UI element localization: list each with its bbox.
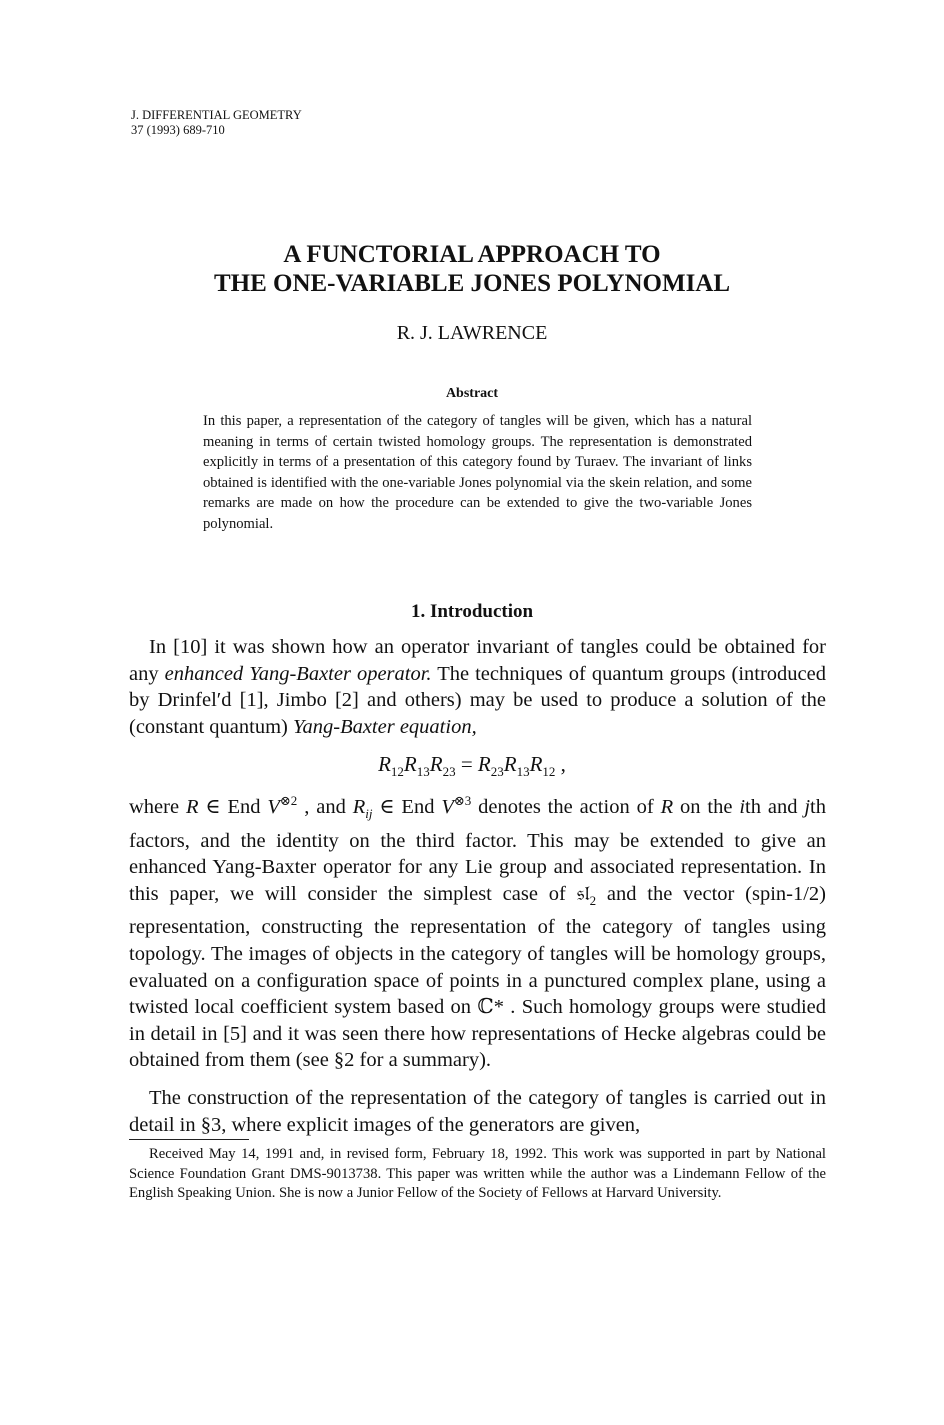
journal-volume: 37 (1993) 689-710 (131, 123, 225, 137)
intro-paragraph-3: The construction of the representation of the category of tangles is carried out in detail in §3, where explicit images of the generators are given, (129, 1087, 826, 1136)
complex-star-symbol: ℂ* (477, 996, 504, 1019)
author: R. J. LAWRENCE (396, 322, 548, 344)
p1-emph-equation: Yang-Baxter equation, (292, 715, 477, 738)
yang-baxter-equation: $R_{12}R_{13}R_{23} = R_{23}R_{13}R_{12}$ , (378, 752, 566, 780)
p1-emph-operator: enhanced Yang-Baxter operator. (164, 662, 432, 685)
intro-paragraph-2: where R ∈ End $V^{\otimes 2}$ , and $R_{ij}$ ∈ End $V^{\otimes 3}$ denotes the action of R on the ith and jth factors, and the identity on the third factor. This may be extended to give an enhanced Yang-Baxter operator for any Lie group and associated representation. In this paper, we will consider the simplest case of 𝔰𝔩$_2$ and the vector (spin-1/2) representation, constructing the representation of the category of tangles using topology. The images of objects in the category of tangles will be homology groups, evaluated on a configuration space of points in a punctured complex plane, using a twisted local coefficient system based on ℂ* . Such homology groups were studied in detail in [5] and it was seen there how representations of Hecke algebras could be obtained from them (see §2 for a summary). (129, 793, 826, 1072)
section-heading: 1. Introduction (410, 601, 534, 622)
title-line-1: A FUNCTORIAL APPROACH TO (283, 241, 661, 268)
sl-symbol: 𝔰𝔩 (576, 882, 590, 905)
abstract-body: In this paper, a representation of the category of tangles will be given, which has a natural meaning in terms of certain twisted homology groups. The representation is demonstrated explicitly in terms of a presentation of this category found by Turaev. The invariant of links obtained is identified with the one-variable Jones polynomial via the skein relation, and some remarks are made on how the procedure can be extended to give the two-variable Jones polynomial. (203, 413, 752, 532)
journal-header (131, 108, 302, 138)
abstract-heading: Abstract (445, 386, 499, 401)
p1-text-c: The techniques of quantum groups (introduced by Drinfel′d [1], Jimbo [2] and others) may be used to produce a solution of the (constant quantum) (129, 662, 826, 738)
title-line-2: THE ONE-VARIABLE JONES POLYNOMIAL (213, 270, 731, 297)
paper-title (0, 240, 944, 298)
p1-text-a: In [10] it was shown how an operator invariant of tangles could be obtained for any (129, 636, 826, 685)
footnote: Received May 14, 1991 and, in revised form, February 18, 1992. This work was supported in part by National Science Foundation Grant DMS-9013738. This paper was written while the author was a Lindemann Fellow of the English Speaking Union. She is now a Junior Fellow of the Society of Fellows at Harvard University. (129, 1146, 826, 1201)
intro-paragraph-1 (129, 634, 826, 740)
journal-name: J. DIFFERENTIAL GEOMETRY (131, 108, 302, 122)
footnote-rule (129, 1139, 249, 1140)
